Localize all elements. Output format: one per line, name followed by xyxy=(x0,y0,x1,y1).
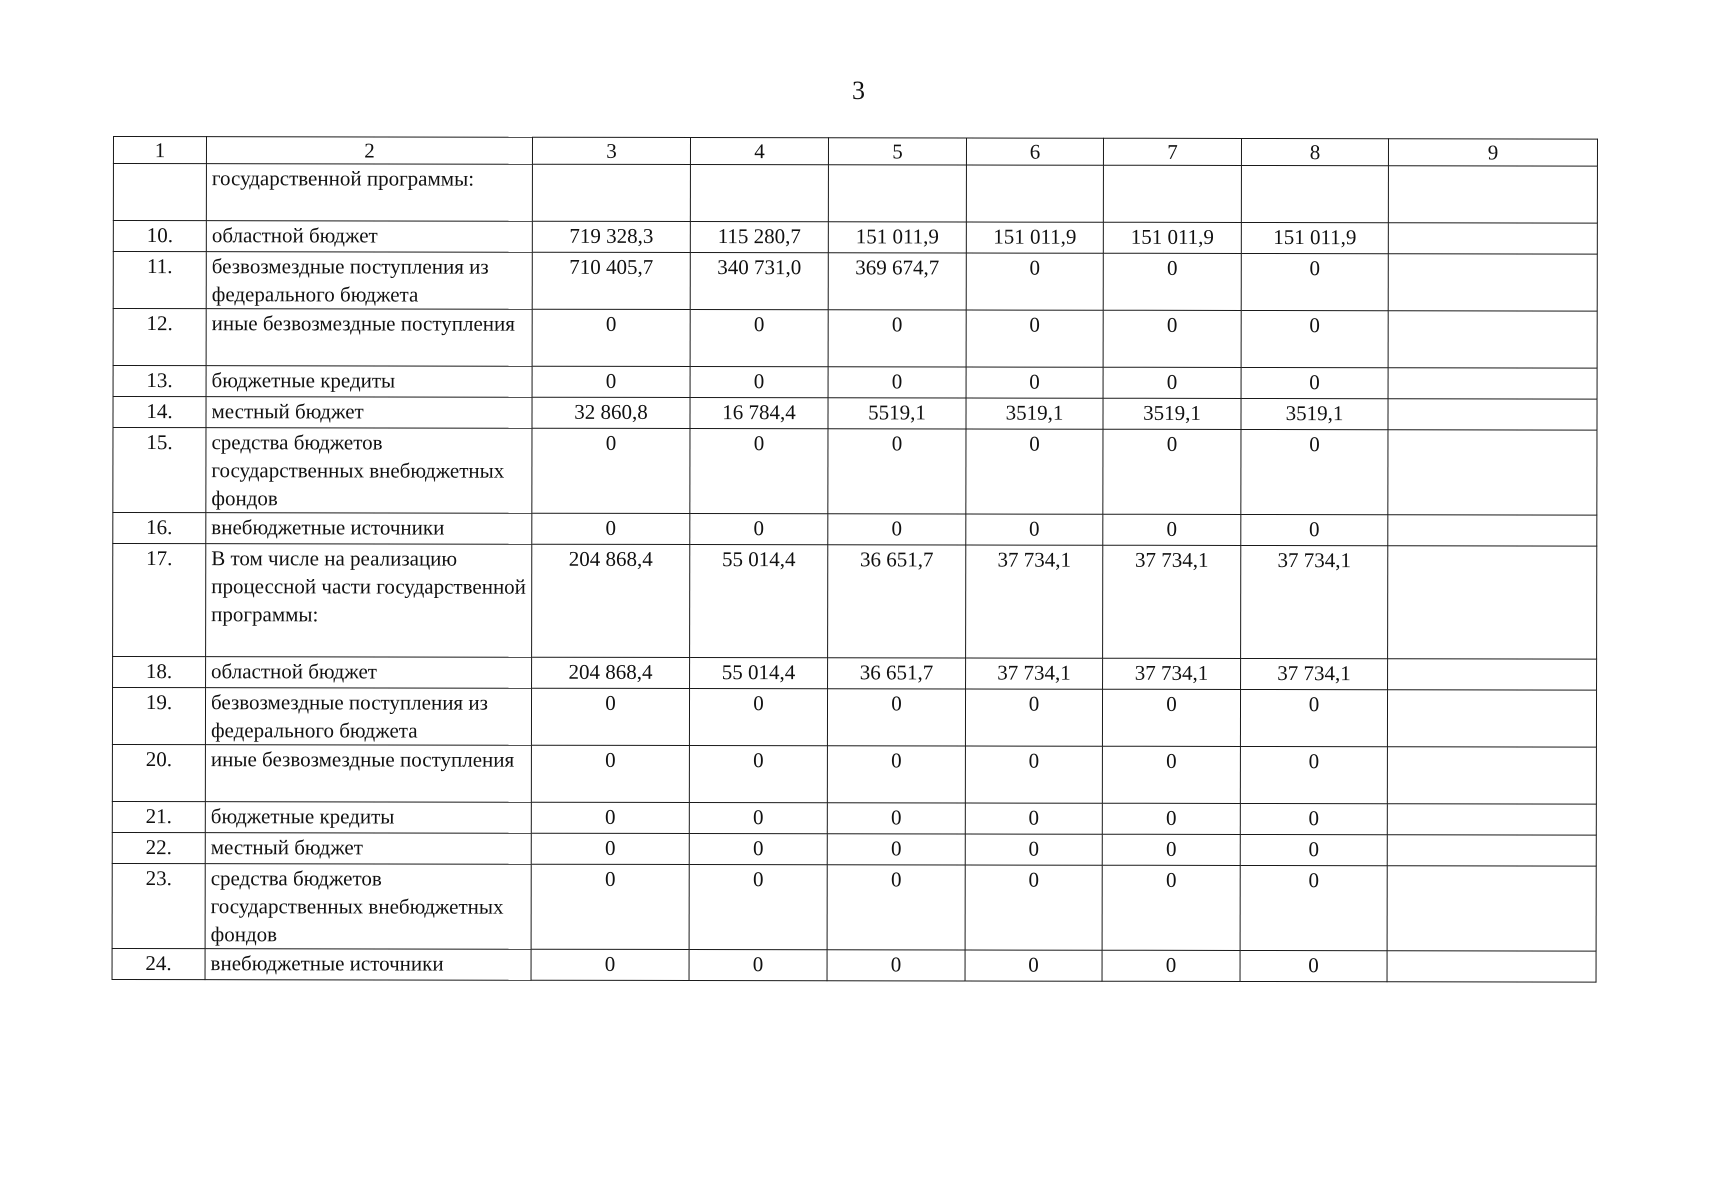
table-row xyxy=(112,688,1596,748)
table-row xyxy=(113,366,1597,400)
value-cell: 0 xyxy=(966,310,1103,367)
row-label: бюджетные кредиты xyxy=(206,366,532,398)
value-cell: 0 xyxy=(689,950,827,981)
table-row xyxy=(112,744,1596,804)
value-cell: 719 328,3 xyxy=(532,221,690,252)
value-cell: 151 011,9 xyxy=(966,222,1103,253)
value-cell: 0 xyxy=(828,514,966,545)
note-cell xyxy=(1388,254,1597,311)
row-label: внебюджетные источники xyxy=(206,513,532,545)
note-cell xyxy=(1388,368,1597,399)
row-number: 11. xyxy=(113,252,206,309)
value-cell: 0 xyxy=(1240,950,1387,981)
note-cell xyxy=(1387,835,1596,866)
value-cell xyxy=(1241,165,1388,222)
table-row xyxy=(112,948,1596,982)
value-cell: 0 xyxy=(1103,253,1241,310)
value-cell: 0 xyxy=(827,834,965,865)
column-number: 3 xyxy=(532,137,690,164)
value-cell: 0 xyxy=(531,745,689,802)
column-number: 5 xyxy=(828,138,966,165)
value-cell xyxy=(966,165,1103,222)
value-cell: 0 xyxy=(1241,310,1388,367)
value-cell: 0 xyxy=(827,803,965,834)
value-cell: 0 xyxy=(827,689,965,746)
value-cell: 0 xyxy=(1103,429,1241,514)
row-number: 15. xyxy=(113,428,206,513)
table-row xyxy=(112,832,1596,866)
budget-table xyxy=(112,136,1598,983)
note-cell xyxy=(1387,804,1596,835)
value-cell: 0 xyxy=(689,834,827,865)
value-cell: 0 xyxy=(532,513,690,544)
value-cell: 204 868,4 xyxy=(532,544,690,657)
value-cell: 0 xyxy=(690,367,828,398)
value-cell: 0 xyxy=(1102,689,1240,746)
row-number: 22. xyxy=(112,832,205,863)
value-cell xyxy=(828,165,966,222)
value-cell: 0 xyxy=(531,949,689,980)
value-cell: 0 xyxy=(1103,367,1241,398)
value-cell: 204 868,4 xyxy=(532,657,690,688)
row-number: 20. xyxy=(112,744,205,801)
value-cell: 37 734,1 xyxy=(966,658,1103,689)
value-cell: 0 xyxy=(1240,834,1387,865)
value-cell: 0 xyxy=(828,367,966,398)
row-number: 19. xyxy=(112,688,205,745)
table-row xyxy=(113,252,1597,312)
value-cell: 369 674,7 xyxy=(828,253,966,310)
value-cell: 55 014,4 xyxy=(690,658,828,689)
row-label: бюджетные кредиты xyxy=(205,802,531,834)
value-cell: 0 xyxy=(532,309,690,366)
row-label: государственной программы: xyxy=(206,164,532,222)
value-cell: 16 784,4 xyxy=(690,398,828,429)
value-cell: 0 xyxy=(1240,746,1387,803)
value-cell: 0 xyxy=(689,746,827,803)
value-cell: 0 xyxy=(531,802,689,833)
note-cell xyxy=(1387,690,1596,747)
value-cell: 0 xyxy=(1240,803,1387,834)
note-cell xyxy=(1387,866,1596,951)
value-cell xyxy=(532,164,690,221)
row-number: 17. xyxy=(113,544,206,657)
table-row xyxy=(113,428,1597,516)
value-cell: 3519,1 xyxy=(1241,398,1388,429)
column-number: 4 xyxy=(690,138,828,165)
value-cell: 37 734,1 xyxy=(1103,545,1241,658)
value-cell: 0 xyxy=(1240,865,1387,950)
value-cell: 0 xyxy=(965,834,1102,865)
row-label: безвозмездные поступления из федерального бюджета xyxy=(206,252,532,310)
note-cell xyxy=(1387,747,1596,804)
note-cell xyxy=(1388,515,1597,546)
row-number: 13. xyxy=(113,366,206,397)
row-label: местный бюджет xyxy=(205,833,531,865)
value-cell: 32 860,8 xyxy=(532,397,690,428)
value-cell: 0 xyxy=(1102,746,1240,803)
value-cell: 3519,1 xyxy=(1103,398,1241,429)
value-cell: 0 xyxy=(689,689,827,746)
value-cell: 0 xyxy=(965,689,1102,746)
note-cell xyxy=(1387,951,1596,982)
value-cell: 0 xyxy=(1103,310,1241,367)
row-label: областной бюджет xyxy=(206,221,532,253)
note-cell xyxy=(1388,430,1597,515)
row-label: иные безвозмездные поступления xyxy=(206,309,532,367)
value-cell: 36 651,7 xyxy=(828,658,966,689)
value-cell: 0 xyxy=(966,253,1103,310)
note-cell xyxy=(1388,311,1597,368)
row-number xyxy=(113,164,206,221)
row-label: средства бюджетов государственных внебюджетных фондов xyxy=(206,428,532,514)
table-row xyxy=(113,221,1597,255)
column-number-row xyxy=(113,137,1597,167)
value-cell: 0 xyxy=(827,865,965,950)
column-number: 6 xyxy=(966,138,1103,165)
table-row xyxy=(112,801,1596,835)
value-cell: 37 734,1 xyxy=(966,545,1103,658)
value-cell: 37 734,1 xyxy=(1241,545,1388,658)
table-row xyxy=(113,309,1597,369)
note-cell xyxy=(1388,659,1597,690)
value-cell: 0 xyxy=(1102,950,1240,981)
value-cell: 0 xyxy=(966,514,1103,545)
value-cell: 0 xyxy=(690,310,828,367)
value-cell: 0 xyxy=(828,310,966,367)
value-cell: 0 xyxy=(965,865,1102,950)
value-cell: 0 xyxy=(532,366,690,397)
value-cell: 0 xyxy=(689,803,827,834)
value-cell: 0 xyxy=(1241,514,1388,545)
value-cell: 0 xyxy=(1241,429,1388,514)
row-number: 10. xyxy=(113,221,206,252)
value-cell: 0 xyxy=(1102,803,1240,834)
value-cell: 0 xyxy=(965,746,1102,803)
value-cell: 0 xyxy=(689,865,827,950)
note-cell xyxy=(1388,166,1597,223)
value-cell: 0 xyxy=(1241,253,1388,310)
row-number: 16. xyxy=(113,513,206,544)
value-cell: 0 xyxy=(690,429,828,514)
row-number: 18. xyxy=(113,657,206,688)
row-label: областной бюджет xyxy=(206,657,532,689)
value-cell: 0 xyxy=(966,367,1103,398)
value-cell: 0 xyxy=(531,833,689,864)
column-number: 8 xyxy=(1241,138,1388,165)
value-cell: 710 405,7 xyxy=(532,252,690,309)
note-cell xyxy=(1388,223,1597,254)
row-label: внебюджетные источники xyxy=(205,949,531,981)
value-cell: 0 xyxy=(827,950,965,981)
value-cell: 3519,1 xyxy=(966,398,1103,429)
table-row xyxy=(113,164,1597,224)
row-label: средства бюджетов государственных внебюджетных фондов xyxy=(205,864,531,950)
table-row xyxy=(112,863,1596,951)
table-row xyxy=(113,544,1597,660)
note-cell xyxy=(1388,546,1597,659)
note-cell xyxy=(1388,399,1597,430)
value-cell: 0 xyxy=(828,429,966,514)
row-label: В том числе на реализацию процессной части государственной программы: xyxy=(206,544,532,658)
value-cell: 0 xyxy=(1102,865,1240,950)
row-label: иные безвозмездные поступления xyxy=(205,745,531,803)
value-cell: 37 734,1 xyxy=(1241,658,1388,689)
value-cell: 151 011,9 xyxy=(1103,222,1241,253)
value-cell: 0 xyxy=(1241,367,1388,398)
value-cell: 0 xyxy=(1102,834,1240,865)
value-cell: 115 280,7 xyxy=(690,222,828,253)
table-row xyxy=(113,513,1597,547)
value-cell: 0 xyxy=(965,803,1102,834)
value-cell: 0 xyxy=(966,429,1103,514)
value-cell: 0 xyxy=(827,746,965,803)
value-cell: 151 011,9 xyxy=(1241,222,1388,253)
value-cell: 151 011,9 xyxy=(828,222,966,253)
column-number: 2 xyxy=(206,137,532,165)
table-row xyxy=(113,397,1597,431)
page-number: 3 xyxy=(852,76,865,105)
value-cell: 5519,1 xyxy=(828,398,966,429)
row-label: местный бюджет xyxy=(206,397,532,429)
row-number: 23. xyxy=(112,863,205,948)
value-cell: 0 xyxy=(965,950,1102,981)
value-cell: 340 731,0 xyxy=(690,253,828,310)
value-cell: 55 014,4 xyxy=(690,545,828,658)
column-number: 9 xyxy=(1388,139,1597,166)
value-cell: 0 xyxy=(1103,514,1241,545)
value-cell: 0 xyxy=(532,428,690,513)
value-cell: 0 xyxy=(1240,689,1387,746)
row-label: безвозмездные поступления из федерального бюджета xyxy=(205,688,531,746)
row-number: 24. xyxy=(112,948,205,979)
row-number: 21. xyxy=(112,801,205,832)
value-cell xyxy=(1103,165,1241,222)
column-number: 1 xyxy=(113,137,206,164)
value-cell: 0 xyxy=(690,514,828,545)
value-cell: 0 xyxy=(531,688,689,745)
table-row xyxy=(113,657,1597,691)
row-number: 14. xyxy=(113,397,206,428)
value-cell: 36 651,7 xyxy=(828,545,966,658)
row-number: 12. xyxy=(113,309,206,366)
value-cell: 37 734,1 xyxy=(1103,658,1241,689)
value-cell: 0 xyxy=(531,864,689,949)
column-number: 7 xyxy=(1103,138,1241,165)
value-cell xyxy=(690,165,828,222)
